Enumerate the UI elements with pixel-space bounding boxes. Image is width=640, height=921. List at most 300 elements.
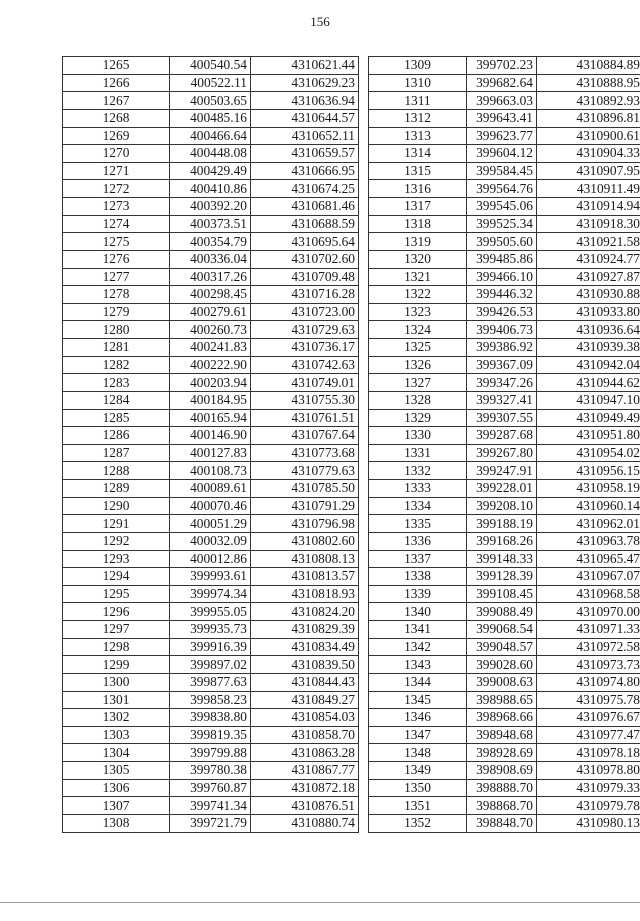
- x-coordinate-cell: 399188.19: [467, 515, 537, 533]
- x-coordinate-cell: 400354.79: [170, 233, 251, 251]
- y-coordinate-cell: 4310666.95: [251, 162, 359, 180]
- y-coordinate-cell: 4310958.19: [537, 480, 640, 498]
- table-row: [63, 162, 359, 180]
- y-coordinate-cell: 4310979.78: [537, 797, 640, 815]
- x-coordinate-cell: 400485.16: [170, 109, 251, 127]
- x-coordinate-cell: 400279.61: [170, 303, 251, 321]
- table-row: [63, 233, 359, 251]
- x-coordinate-cell: 399604.12: [467, 145, 537, 163]
- x-coordinate-cell: 400392.20: [170, 198, 251, 216]
- x-coordinate-cell: 400429.49: [170, 162, 251, 180]
- point-number-cell: 1267: [63, 92, 170, 110]
- x-coordinate-cell: 399247.91: [467, 462, 537, 480]
- table-row: [63, 603, 359, 621]
- table-row: [63, 127, 359, 145]
- y-coordinate-cell: 4310918.30: [537, 215, 640, 233]
- table-row: [63, 532, 359, 550]
- x-coordinate-cell: 400260.73: [170, 321, 251, 339]
- table-row: [369, 691, 640, 709]
- point-number-cell: 1345: [369, 691, 467, 709]
- point-number-cell: 1347: [369, 726, 467, 744]
- x-coordinate-cell: 400127.83: [170, 444, 251, 462]
- table-row: [369, 250, 640, 268]
- y-coordinate-cell: 4310729.63: [251, 321, 359, 339]
- y-coordinate-cell: 4310947.10: [537, 391, 640, 409]
- point-number-cell: 1348: [369, 744, 467, 762]
- table-row: [369, 92, 640, 110]
- point-number-cell: 1325: [369, 339, 467, 357]
- table-row: [369, 515, 640, 533]
- y-coordinate-cell: 4310818.93: [251, 585, 359, 603]
- point-number-cell: 1322: [369, 286, 467, 304]
- y-coordinate-cell: 4310688.59: [251, 215, 359, 233]
- x-coordinate-cell: 399426.53: [467, 303, 537, 321]
- x-coordinate-cell: 398888.70: [467, 779, 537, 797]
- point-number-cell: 1295: [63, 585, 170, 603]
- x-coordinate-cell: 399446.32: [467, 286, 537, 304]
- y-coordinate-cell: 4310829.39: [251, 621, 359, 639]
- table-row: [63, 779, 359, 797]
- y-coordinate-cell: 4310942.04: [537, 356, 640, 374]
- y-coordinate-cell: 4310968.58: [537, 585, 640, 603]
- x-coordinate-cell: 399406.73: [467, 321, 537, 339]
- x-coordinate-cell: 399584.45: [467, 162, 537, 180]
- table-row: [63, 57, 359, 75]
- point-number-cell: 1273: [63, 198, 170, 216]
- point-number-cell: 1289: [63, 480, 170, 498]
- x-coordinate-cell: 399228.01: [467, 480, 537, 498]
- point-number-cell: 1306: [63, 779, 170, 797]
- table-row: [369, 532, 640, 550]
- table-row: [63, 497, 359, 515]
- y-coordinate-cell: 4310839.50: [251, 656, 359, 674]
- x-coordinate-cell: 399347.26: [467, 374, 537, 392]
- table-row: [63, 515, 359, 533]
- table-row: [63, 92, 359, 110]
- table-row: [63, 673, 359, 691]
- table-row: [63, 339, 359, 357]
- table-row: [63, 585, 359, 603]
- y-coordinate-cell: 4310796.98: [251, 515, 359, 533]
- point-number-cell: 1328: [369, 391, 467, 409]
- point-number-cell: 1317: [369, 198, 467, 216]
- y-coordinate-cell: 4310659.57: [251, 145, 359, 163]
- y-coordinate-cell: 4310854.03: [251, 709, 359, 727]
- table-row: [369, 656, 640, 674]
- x-coordinate-cell: 399760.87: [170, 779, 251, 797]
- table-row: [369, 409, 640, 427]
- x-coordinate-cell: 399564.76: [467, 180, 537, 198]
- table-row: [63, 409, 359, 427]
- point-number-cell: 1299: [63, 656, 170, 674]
- x-coordinate-cell: 400070.46: [170, 497, 251, 515]
- x-coordinate-cell: 400540.54: [170, 57, 251, 75]
- y-coordinate-cell: 4310884.89: [537, 57, 640, 75]
- x-coordinate-cell: 399108.45: [467, 585, 537, 603]
- x-coordinate-cell: 399877.63: [170, 673, 251, 691]
- point-number-cell: 1275: [63, 233, 170, 251]
- table-row: [369, 673, 640, 691]
- y-coordinate-cell: 4310876.51: [251, 797, 359, 815]
- point-number-cell: 1352: [369, 814, 467, 832]
- y-coordinate-cell: 4310742.63: [251, 356, 359, 374]
- table-row: [369, 709, 640, 727]
- y-coordinate-cell: 4310888.95: [537, 74, 640, 92]
- y-coordinate-cell: 4310971.33: [537, 621, 640, 639]
- y-coordinate-cell: 4310802.60: [251, 532, 359, 550]
- y-coordinate-cell: 4310716.28: [251, 286, 359, 304]
- y-coordinate-cell: 4310936.64: [537, 321, 640, 339]
- table-row: [369, 814, 640, 832]
- table-row: [369, 391, 640, 409]
- point-number-cell: 1327: [369, 374, 467, 392]
- x-coordinate-cell: 400317.26: [170, 268, 251, 286]
- table-row: [369, 638, 640, 656]
- y-coordinate-cell: 4310824.20: [251, 603, 359, 621]
- table-row: [63, 462, 359, 480]
- y-coordinate-cell: 4310973.73: [537, 656, 640, 674]
- page-bottom-divider: [0, 902, 640, 903]
- point-number-cell: 1330: [369, 427, 467, 445]
- point-number-cell: 1340: [369, 603, 467, 621]
- point-number-cell: 1318: [369, 215, 467, 233]
- table-row: [369, 797, 640, 815]
- point-number-cell: 1336: [369, 532, 467, 550]
- y-coordinate-cell: 4310927.87: [537, 268, 640, 286]
- table-row: [369, 762, 640, 780]
- point-number-cell: 1320: [369, 250, 467, 268]
- x-coordinate-cell: 399545.06: [467, 198, 537, 216]
- y-coordinate-cell: 4310975.78: [537, 691, 640, 709]
- y-coordinate-cell: 4310863.28: [251, 744, 359, 762]
- table-row: [63, 391, 359, 409]
- y-coordinate-cell: 4310914.94: [537, 198, 640, 216]
- x-coordinate-cell: 400410.86: [170, 180, 251, 198]
- x-coordinate-cell: 399916.39: [170, 638, 251, 656]
- x-coordinate-cell: 400222.90: [170, 356, 251, 374]
- x-coordinate-cell: 400146.90: [170, 427, 251, 445]
- x-coordinate-cell: 398988.65: [467, 691, 537, 709]
- point-number-cell: 1269: [63, 127, 170, 145]
- table-row: [63, 303, 359, 321]
- point-number-cell: 1313: [369, 127, 467, 145]
- table-row: [369, 303, 640, 321]
- point-number-cell: 1280: [63, 321, 170, 339]
- y-coordinate-cell: 4310949.49: [537, 409, 640, 427]
- table-row: [63, 180, 359, 198]
- x-coordinate-cell: 399307.55: [467, 409, 537, 427]
- x-coordinate-cell: 398928.69: [467, 744, 537, 762]
- table-row: [369, 215, 640, 233]
- table-row: [63, 215, 359, 233]
- table-row: [369, 374, 640, 392]
- y-coordinate-cell: 4310979.33: [537, 779, 640, 797]
- y-coordinate-cell: 4310911.49: [537, 180, 640, 198]
- point-number-cell: 1316: [369, 180, 467, 198]
- y-coordinate-cell: 4310977.47: [537, 726, 640, 744]
- x-coordinate-cell: 399128.39: [467, 568, 537, 586]
- x-coordinate-cell: 400298.45: [170, 286, 251, 304]
- table-row: [369, 127, 640, 145]
- y-coordinate-cell: 4310844.43: [251, 673, 359, 691]
- point-number-cell: 1291: [63, 515, 170, 533]
- point-number-cell: 1270: [63, 145, 170, 163]
- point-number-cell: 1266: [63, 74, 170, 92]
- x-coordinate-cell: 400012.86: [170, 550, 251, 568]
- table-row: [63, 550, 359, 568]
- y-coordinate-cell: 4310880.74: [251, 814, 359, 832]
- y-coordinate-cell: 4310980.13: [537, 814, 640, 832]
- y-coordinate-cell: 4310900.61: [537, 127, 640, 145]
- y-coordinate-cell: 4310904.33: [537, 145, 640, 163]
- point-number-cell: 1310: [369, 74, 467, 92]
- table-row: [63, 321, 359, 339]
- x-coordinate-cell: 399466.10: [467, 268, 537, 286]
- point-number-cell: 1350: [369, 779, 467, 797]
- x-coordinate-cell: 399168.26: [467, 532, 537, 550]
- y-coordinate-cell: 4310967.07: [537, 568, 640, 586]
- y-coordinate-cell: 4310867.77: [251, 762, 359, 780]
- y-coordinate-cell: 4310960.14: [537, 497, 640, 515]
- point-number-cell: 1319: [369, 233, 467, 251]
- y-coordinate-cell: 4310962.01: [537, 515, 640, 533]
- point-number-cell: 1312: [369, 109, 467, 127]
- y-coordinate-cell: 4310709.48: [251, 268, 359, 286]
- point-number-cell: 1314: [369, 145, 467, 163]
- x-coordinate-cell: 399287.68: [467, 427, 537, 445]
- point-number-cell: 1302: [63, 709, 170, 727]
- point-number-cell: 1287: [63, 444, 170, 462]
- table-row: [369, 621, 640, 639]
- table-row: [63, 691, 359, 709]
- point-number-cell: 1300: [63, 673, 170, 691]
- y-coordinate-cell: 4310773.68: [251, 444, 359, 462]
- x-coordinate-cell: 399897.02: [170, 656, 251, 674]
- y-coordinate-cell: 4310907.95: [537, 162, 640, 180]
- y-coordinate-cell: 4310963.78: [537, 532, 640, 550]
- point-number-cell: 1294: [63, 568, 170, 586]
- y-coordinate-cell: 4310978.18: [537, 744, 640, 762]
- table-row: [369, 233, 640, 251]
- point-number-cell: 1292: [63, 532, 170, 550]
- point-number-cell: 1303: [63, 726, 170, 744]
- y-coordinate-cell: 4310636.94: [251, 92, 359, 110]
- y-coordinate-cell: 4310779.63: [251, 462, 359, 480]
- point-number-cell: 1282: [63, 356, 170, 374]
- y-coordinate-cell: 4310702.60: [251, 250, 359, 268]
- table-row: [369, 109, 640, 127]
- table-row: [369, 744, 640, 762]
- y-coordinate-cell: 4310849.27: [251, 691, 359, 709]
- y-coordinate-cell: 4310723.00: [251, 303, 359, 321]
- table-row: [369, 427, 640, 445]
- point-number-cell: 1296: [63, 603, 170, 621]
- table-row: [369, 339, 640, 357]
- y-coordinate-cell: 4310965.47: [537, 550, 640, 568]
- point-number-cell: 1304: [63, 744, 170, 762]
- table-row: [63, 709, 359, 727]
- x-coordinate-cell: 399327.41: [467, 391, 537, 409]
- x-coordinate-cell: 399663.03: [467, 92, 537, 110]
- point-number-cell: 1298: [63, 638, 170, 656]
- y-coordinate-cell: 4310974.80: [537, 673, 640, 691]
- point-number-cell: 1331: [369, 444, 467, 462]
- x-coordinate-cell: 400466.64: [170, 127, 251, 145]
- x-coordinate-cell: 399088.49: [467, 603, 537, 621]
- x-coordinate-cell: 400241.83: [170, 339, 251, 357]
- page-number: 156: [310, 14, 330, 29]
- table-row: [63, 762, 359, 780]
- x-coordinate-cell: 399485.86: [467, 250, 537, 268]
- y-coordinate-cell: 4310892.93: [537, 92, 640, 110]
- table-row: [63, 568, 359, 586]
- table-row: [369, 779, 640, 797]
- point-number-cell: 1307: [63, 797, 170, 815]
- x-coordinate-cell: 399799.88: [170, 744, 251, 762]
- x-coordinate-cell: 400448.08: [170, 145, 251, 163]
- table-row: [63, 444, 359, 462]
- y-coordinate-cell: 4310924.77: [537, 250, 640, 268]
- table-row: [369, 726, 640, 744]
- table-row: [369, 145, 640, 163]
- y-coordinate-cell: 4310954.02: [537, 444, 640, 462]
- x-coordinate-cell: 399525.34: [467, 215, 537, 233]
- point-number-cell: 1272: [63, 180, 170, 198]
- table-row: [63, 656, 359, 674]
- point-number-cell: 1278: [63, 286, 170, 304]
- point-number-cell: 1342: [369, 638, 467, 656]
- table-row: [63, 74, 359, 92]
- point-number-cell: 1324: [369, 321, 467, 339]
- y-coordinate-cell: 4310978.80: [537, 762, 640, 780]
- point-number-cell: 1285: [63, 409, 170, 427]
- x-coordinate-cell: 400051.29: [170, 515, 251, 533]
- point-number-cell: 1305: [63, 762, 170, 780]
- table-row: [63, 814, 359, 832]
- x-coordinate-cell: 399367.09: [467, 356, 537, 374]
- y-coordinate-cell: 4310621.44: [251, 57, 359, 75]
- point-number-cell: 1311: [369, 92, 467, 110]
- point-number-cell: 1277: [63, 268, 170, 286]
- table-row: [63, 250, 359, 268]
- point-number-cell: 1281: [63, 339, 170, 357]
- point-number-cell: 1326: [369, 356, 467, 374]
- table-row: [369, 286, 640, 304]
- y-coordinate-cell: 4310944.62: [537, 374, 640, 392]
- y-coordinate-cell: 4310808.13: [251, 550, 359, 568]
- table-row: [63, 744, 359, 762]
- y-coordinate-cell: 4310644.57: [251, 109, 359, 127]
- point-number-cell: 1265: [63, 57, 170, 75]
- y-coordinate-cell: 4310972.58: [537, 638, 640, 656]
- point-number-cell: 1288: [63, 462, 170, 480]
- x-coordinate-cell: 399682.64: [467, 74, 537, 92]
- y-coordinate-cell: 4310930.88: [537, 286, 640, 304]
- table-row: [63, 374, 359, 392]
- point-number-cell: 1323: [369, 303, 467, 321]
- y-coordinate-cell: 4310767.64: [251, 427, 359, 445]
- table-row: [369, 57, 640, 75]
- y-coordinate-cell: 4310976.67: [537, 709, 640, 727]
- x-coordinate-cell: 399148.33: [467, 550, 537, 568]
- x-coordinate-cell: 399819.35: [170, 726, 251, 744]
- x-coordinate-cell: 399643.41: [467, 109, 537, 127]
- table-row: [369, 198, 640, 216]
- point-number-cell: 1341: [369, 621, 467, 639]
- x-coordinate-cell: 400032.09: [170, 532, 251, 550]
- table-row: [63, 427, 359, 445]
- y-coordinate-cell: 4310755.30: [251, 391, 359, 409]
- x-coordinate-cell: 399386.92: [467, 339, 537, 357]
- table-row: [369, 550, 640, 568]
- point-number-cell: 1344: [369, 673, 467, 691]
- point-number-cell: 1286: [63, 427, 170, 445]
- y-coordinate-cell: 4310921.58: [537, 233, 640, 251]
- point-number-cell: 1321: [369, 268, 467, 286]
- table-row: [369, 603, 640, 621]
- y-coordinate-cell: 4310813.57: [251, 568, 359, 586]
- table-row: [369, 585, 640, 603]
- table-row: [369, 444, 640, 462]
- table-row: [63, 268, 359, 286]
- point-number-cell: 1274: [63, 215, 170, 233]
- table-row: [63, 621, 359, 639]
- x-coordinate-cell: 400522.11: [170, 74, 251, 92]
- table-row: [369, 568, 640, 586]
- x-coordinate-cell: 400373.51: [170, 215, 251, 233]
- point-number-cell: 1268: [63, 109, 170, 127]
- x-coordinate-cell: 400503.65: [170, 92, 251, 110]
- y-coordinate-cell: 4310951.80: [537, 427, 640, 445]
- x-coordinate-cell: 398848.70: [467, 814, 537, 832]
- x-coordinate-cell: 399858.23: [170, 691, 251, 709]
- coordinates-table-left: [62, 56, 359, 833]
- table-row: [369, 268, 640, 286]
- y-coordinate-cell: 4310791.29: [251, 497, 359, 515]
- x-coordinate-cell: 399974.34: [170, 585, 251, 603]
- y-coordinate-cell: 4310858.70: [251, 726, 359, 744]
- table-row: [369, 356, 640, 374]
- point-number-cell: 1343: [369, 656, 467, 674]
- x-coordinate-cell: 399838.80: [170, 709, 251, 727]
- point-number-cell: 1297: [63, 621, 170, 639]
- table-row: [63, 726, 359, 744]
- x-coordinate-cell: 400108.73: [170, 462, 251, 480]
- y-coordinate-cell: 4310872.18: [251, 779, 359, 797]
- x-coordinate-cell: 400089.61: [170, 480, 251, 498]
- y-coordinate-cell: 4310834.49: [251, 638, 359, 656]
- point-number-cell: 1276: [63, 250, 170, 268]
- y-coordinate-cell: 4310629.23: [251, 74, 359, 92]
- y-coordinate-cell: 4310681.46: [251, 198, 359, 216]
- x-coordinate-cell: 399955.05: [170, 603, 251, 621]
- table-row: [369, 162, 640, 180]
- table-row: [369, 480, 640, 498]
- y-coordinate-cell: 4310761.51: [251, 409, 359, 427]
- x-coordinate-cell: 399935.73: [170, 621, 251, 639]
- point-number-cell: 1333: [369, 480, 467, 498]
- point-number-cell: 1338: [369, 568, 467, 586]
- point-number-cell: 1283: [63, 374, 170, 392]
- table-row: [63, 797, 359, 815]
- table-row: [369, 462, 640, 480]
- point-number-cell: 1271: [63, 162, 170, 180]
- table-row: [369, 497, 640, 515]
- table-row: [63, 109, 359, 127]
- x-coordinate-cell: 399741.34: [170, 797, 251, 815]
- point-number-cell: 1334: [369, 497, 467, 515]
- x-coordinate-cell: 398868.70: [467, 797, 537, 815]
